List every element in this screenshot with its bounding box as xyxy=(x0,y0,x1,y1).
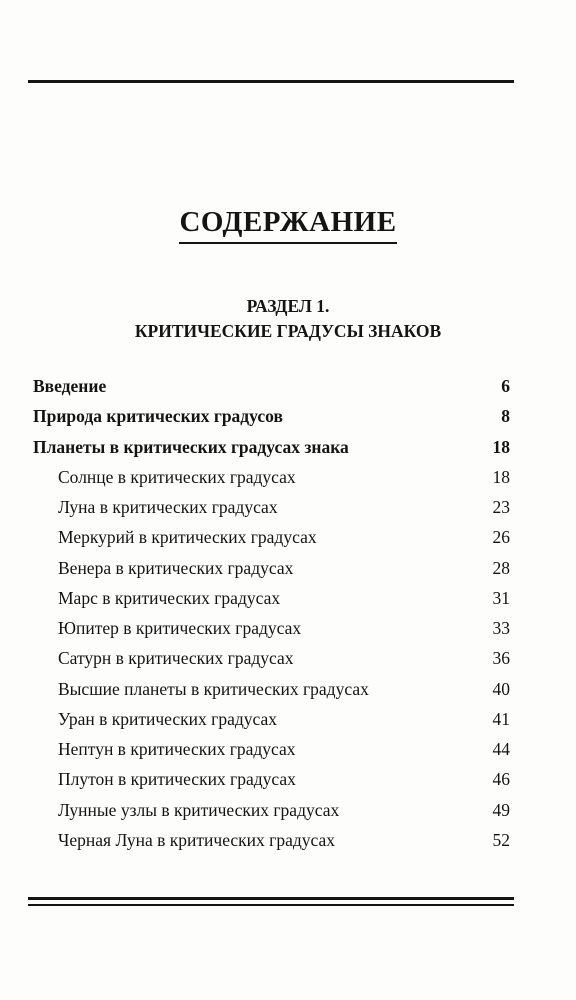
toc-entry-label: Нептун в критических градусах xyxy=(58,739,296,759)
section-number: РАЗДЕЛ 1. xyxy=(246,296,330,316)
toc-entry-label: Черная Луна в критических градусах xyxy=(58,829,336,850)
toc-entry-label: Венера в критических градусах xyxy=(58,557,294,578)
toc-entry-label: Уран в критических градусах xyxy=(58,708,277,729)
toc-entry-page: 26 xyxy=(492,527,510,548)
toc-entry-page: 36 xyxy=(492,648,510,669)
toc-entry[interactable] xyxy=(0,434,576,464)
bottom-rule-thin xyxy=(28,904,514,906)
toc-entry[interactable] xyxy=(0,797,576,827)
toc-entry-page: 52 xyxy=(492,829,510,850)
toc-entry-label: Введение xyxy=(33,376,107,396)
toc-entry-label: Сатурн в критических градусах xyxy=(58,648,294,669)
toc-entry-page: 18 xyxy=(492,466,510,487)
toc-entry-page: 33 xyxy=(492,618,510,638)
table-of-contents xyxy=(0,373,576,857)
toc-entry-label: Плутон в критических градусах xyxy=(58,769,296,790)
toc-entry[interactable] xyxy=(0,524,576,554)
toc-entry-page: 23 xyxy=(492,497,510,517)
toc-entry-label: Солнце в критических градусах xyxy=(58,466,296,487)
toc-entry[interactable] xyxy=(0,676,576,706)
page-title: СОДЕРЖАНИЕ xyxy=(179,205,396,244)
toc-entry[interactable] xyxy=(0,827,576,857)
toc-entry-page: 49 xyxy=(492,799,510,820)
toc-entry-page: 8 xyxy=(501,406,510,427)
toc-entry[interactable] xyxy=(0,585,576,615)
section-heading xyxy=(0,294,576,344)
bottom-rule-thick xyxy=(28,897,514,900)
title-container xyxy=(0,205,576,244)
toc-entry-label: Природа критических градусов xyxy=(33,406,283,427)
toc-entry-label: Юпитер в критических градусах xyxy=(58,618,302,638)
toc-entry[interactable] xyxy=(0,706,576,736)
toc-entry-page: 28 xyxy=(492,557,510,578)
toc-entry-label: Планеты в критических градусах знака xyxy=(33,436,349,457)
toc-entry-label: Лунные узлы в критических градусах xyxy=(58,799,340,820)
toc-entry[interactable] xyxy=(0,464,576,494)
toc-entry-page: 18 xyxy=(492,436,510,457)
toc-entry[interactable] xyxy=(0,403,576,433)
toc-entry[interactable] xyxy=(0,766,576,796)
toc-entry-page: 31 xyxy=(492,587,510,608)
toc-entry-label: Марс в критических градусах xyxy=(58,587,281,608)
toc-entry-page: 41 xyxy=(492,708,510,729)
toc-entry[interactable] xyxy=(0,494,576,524)
toc-entry-label: Луна в критических градусах xyxy=(58,497,278,517)
toc-entry-page: 44 xyxy=(492,739,510,759)
toc-entry-label: Высшие планеты в критических градусах xyxy=(58,678,369,699)
top-rule xyxy=(28,80,514,83)
toc-entry[interactable] xyxy=(0,736,576,766)
toc-entry[interactable] xyxy=(0,645,576,675)
toc-entry[interactable] xyxy=(0,373,576,403)
toc-entry[interactable] xyxy=(0,615,576,645)
toc-entry-label: Меркурий в критических градусах xyxy=(58,527,317,548)
section-title: КРИТИЧЕСКИЕ ГРАДУСЫ ЗНАКОВ xyxy=(134,321,442,341)
toc-entry[interactable] xyxy=(0,555,576,585)
toc-entry-page: 40 xyxy=(492,678,510,699)
toc-entry-page: 6 xyxy=(501,376,510,396)
toc-entry-page: 46 xyxy=(492,769,510,790)
